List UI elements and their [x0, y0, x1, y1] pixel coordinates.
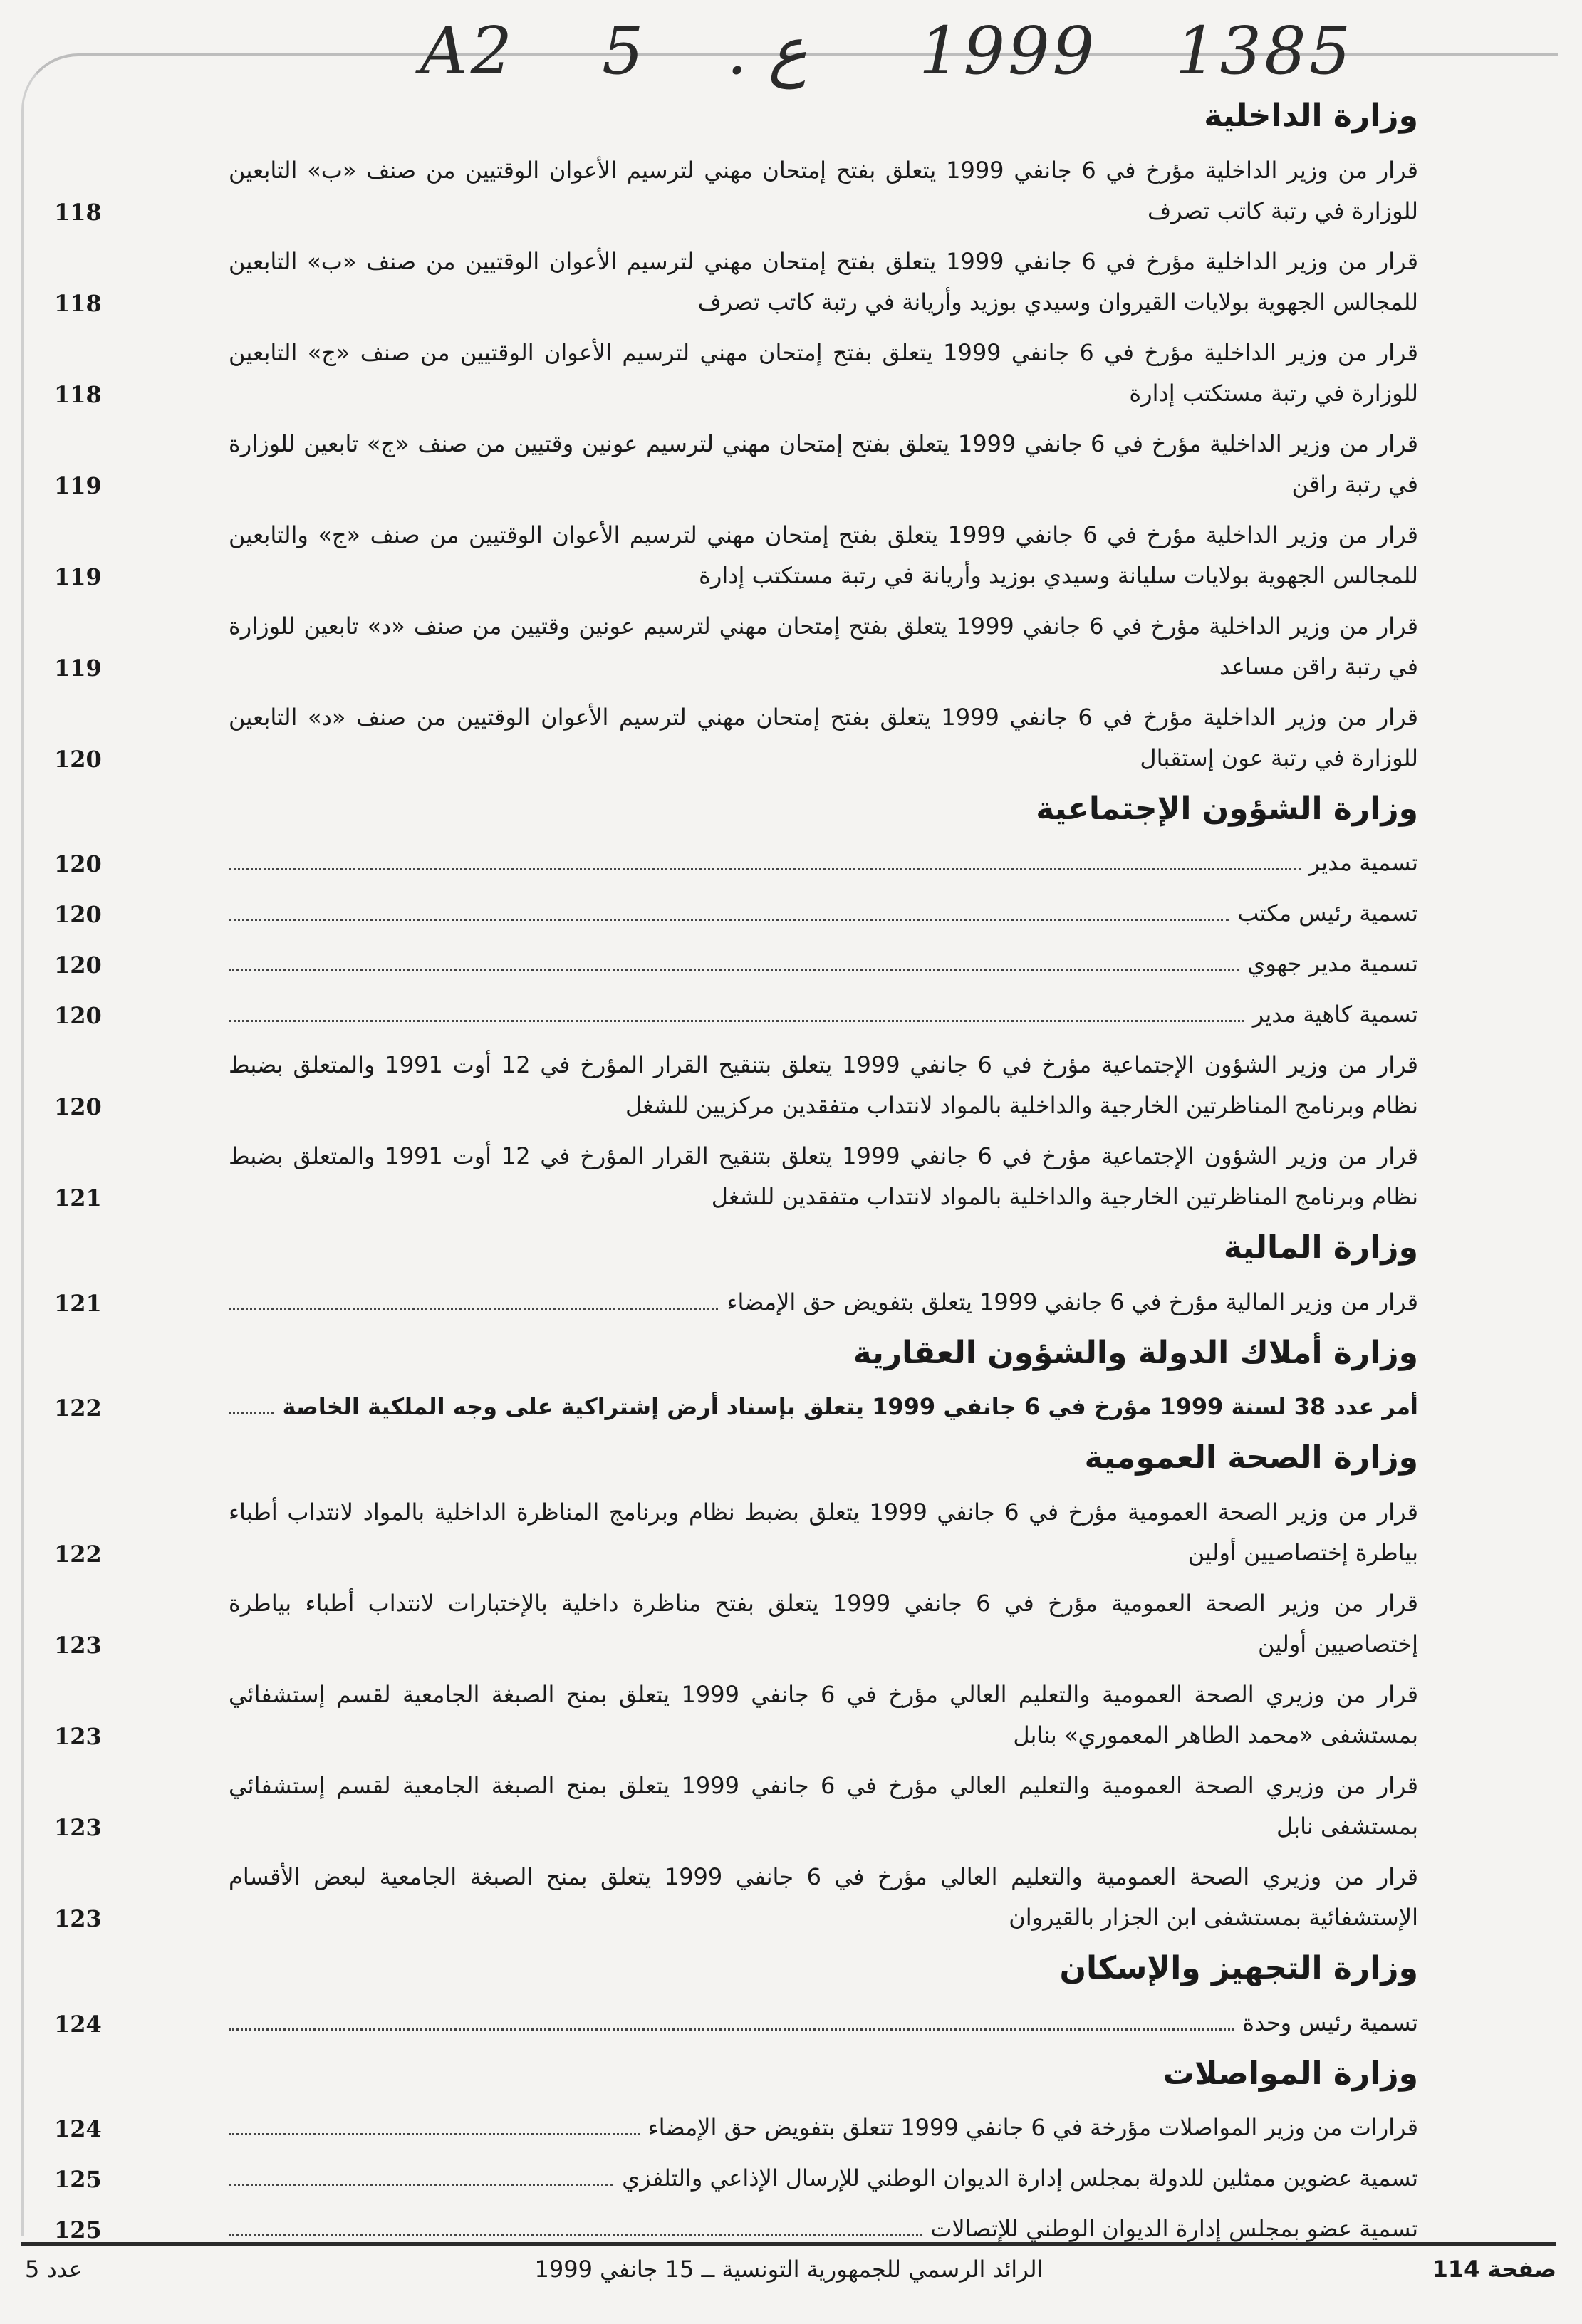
entry-page-number: 122 [54, 1395, 102, 1422]
entry-title: قرار من وزير الصحة العمومية مؤرخ في 6 جانفي 1999 يتعلق بضبط نظام وبرنامج المناظرة الداخلية بالمواد لانتداب أطباء بياطرة إختصاصيين أولين [229, 1498, 1419, 1566]
entry-title: قرار من وزير المالية مؤرخ في 6 جانفي 1999 يتعلق بتفويض حق الإمضاء [727, 1288, 1418, 1315]
entry-page-number: 120 [54, 901, 102, 929]
toc-entry [54, 1387, 1418, 1427]
entry-title: قرار من وزير الداخلية مؤرخ في 6 جانفي 1999 يتعلق بفتح إمتحان مهني لترسيم الأعوان الوقتيين من صنف «ج» التابعين للوزارة في رتبة مستكتب إدارة [229, 338, 1419, 407]
toc-entry [54, 150, 1419, 231]
entry-title: قرارات من وزير المواصلات مؤرخة في 6 جانفي 1999 تتعلق بتفويض حق الإمضاء [647, 2114, 1418, 2142]
entry-title: قرار من وزير الشؤون الإجتماعية مؤرخ في 6 جانفي 1999 يتعلق بتنقيح القرار المؤرخ في 12 أوت 1991 والمتعلق بضبط نظام وبرنامج المناظرتين الخارجية والداخلية بالمواد لانتداب متفقدين للشغل [229, 1142, 1419, 1211]
toc-entry [54, 697, 1419, 778]
entry-title: تسمية كاهية مدير [1252, 1001, 1418, 1028]
entry-page-number: 118 [54, 380, 102, 408]
entry-title: قرار من وزير الداخلية مؤرخ في 6 جانفي 1999 يتعلق بفتح إمتحان مهني لترسيم الأعوان الوقتيين من صنف «ب» التابعين للمجالس الجهوية بولايات القيروان وسيدي بوزيد وأريانة في رتبة كاتب تصرف [229, 247, 1419, 316]
entry-title: قرار من وزير الداخلية مؤرخ في 6 جانفي 1999 يتعلق بفتح إمتحان مهني لترسيم عونين وقتيين من صنف «ج» تابعين للوزارة في رتبة راقن [229, 429, 1419, 498]
toc-entry [54, 424, 1419, 505]
ministry-section [54, 2055, 1418, 2250]
entry-title: أمر عدد 38 لسنة 1999 مؤرخ في 6 جانفي 1999 يتعلق بإسناد أرض إشتراكية على وجه الملكية الخاصة [282, 1393, 1418, 1421]
toc-entry [54, 994, 1418, 1035]
entry-title: قرار من وزير الداخلية مؤرخ في 6 جانفي 1999 يتعلق بفتح إمتحان مهني لترسيم عونين وقتيين من صنف «د» تابعين للوزارة في رتبة راقن مساعد [229, 612, 1419, 680]
entry-page-number: 119 [54, 563, 102, 590]
handwritten-number: 5 [602, 13, 647, 89]
entry-page-number: 118 [54, 198, 102, 226]
ministry-section [54, 98, 1419, 778]
entry-title: قرار من وزيري الصحة العمومية والتعليم العالي مؤرخ في 6 جانفي 1999 يتعلق بمنح الصبغة الجامعية لبعض الأقسام الإستشفائية بمستشفى ابن الجزار بالقيروان [229, 1862, 1419, 1931]
entry-page-number: 121 [54, 1184, 102, 1212]
entry-page-number: 123 [54, 1813, 102, 1841]
toc-entry [54, 1674, 1419, 1756]
ministry-title: وزارة التجهيز والإسكان [1059, 1949, 1418, 1986]
entry-page-number: 121 [54, 1289, 102, 1317]
leader-dots [229, 1020, 1244, 1022]
entry-title: قرار من وزيري الصحة العمومية والتعليم العالي مؤرخ في 6 جانفي 1999 يتعلق بمنح الصبغة الجامعية لقسم إستشفائي بمستشفى نابل [229, 1771, 1419, 1840]
toc-entry [54, 241, 1419, 323]
entry-title: قرار من وزيري الصحة العمومية والتعليم العالي مؤرخ في 6 جانفي 1999 يتعلق بمنح الصبغة الجامعية لقسم إستشفائي بمستشفى «محمد الطاهر المعموري» بنابل [229, 1680, 1419, 1749]
entry-page-number: 123 [54, 1722, 102, 1750]
toc-entry [54, 1045, 1419, 1126]
leader-dots [229, 2234, 922, 2236]
leader-dots [229, 1412, 274, 1414]
toc-entry [54, 1857, 1419, 1938]
handwritten-annotation [420, 13, 1417, 91]
toc-entry [54, 2158, 1418, 2199]
ministry-title: وزارة المالية [1223, 1229, 1418, 1266]
entry-page-number: 124 [54, 2115, 102, 2143]
entry-title: تسمية رئيس مكتب [1237, 900, 1418, 927]
entry-title: قرار من وزير الداخلية مؤرخ في 6 جانفي 1999 يتعلق بفتح إمتحان مهني لترسيم الأعوان الوقتيين من صنف «ج» والتابعين للمجالس الجهوية بولايات سليانة وسيدي بوزيد وأريانة في رتبة مستكتب إدارة [229, 521, 1419, 589]
ministry-title: وزارة الشؤون الإجتماعية [1036, 790, 1418, 827]
footer-issue-number: عدد 5 [25, 2256, 83, 2283]
ministry-section [54, 1949, 1418, 2043]
ministry-section [54, 1334, 1418, 1428]
entry-page-number: 120 [54, 850, 102, 878]
page-footer [21, 2242, 1556, 2288]
ministry-title: وزارة المواصلات [1162, 2055, 1418, 2092]
entry-page-number: 123 [54, 1904, 102, 1932]
toc-entry [54, 2003, 1418, 2043]
entry-title: قرار من وزير الشؤون الإجتماعية مؤرخ في 6 جانفي 1999 يتعلق بتنقيح القرار المؤرخ في 12 أوت 1991 والمتعلق بضبط نظام وبرنامج المناظرتين الخارجية والداخلية بالمواد لانتداب متفقدين مركزيين للشغل [229, 1051, 1419, 1120]
entry-title: قرار من وزير الداخلية مؤرخ في 6 جانفي 1999 يتعلق بفتح إمتحان مهني لترسيم الأعوان الوقتيين من صنف «د» التابعين للوزارة في رتبة عون إستقبال [229, 703, 1419, 771]
handwritten-issue-mark: . ع [727, 13, 808, 89]
handwritten-code: A2 [420, 13, 515, 89]
handwritten-serial: 1385 [1175, 13, 1354, 89]
leader-dots [229, 1308, 718, 1310]
entry-title: تسمية عضو بمجلس إدارة الديوان الوطني للإتصالات [930, 2215, 1418, 2243]
entry-title: قرار من وزير الداخلية مؤرخ في 6 جانفي 1999 يتعلق بفتح إمتحان مهني لترسيم الأعوان الوقتيين من صنف «ب» التابعين للوزارة في رتبة كاتب تصرف [229, 156, 1419, 224]
table-of-contents [54, 93, 1419, 2262]
entry-page-number: 124 [54, 2010, 102, 2038]
toc-entry [54, 1136, 1419, 1217]
ministry-section [54, 790, 1419, 1218]
entry-page-number: 125 [54, 2166, 102, 2194]
entry-page-number: 120 [54, 952, 102, 979]
leader-dots [229, 2184, 613, 2186]
toc-entry [54, 606, 1419, 687]
leader-dots [229, 2133, 640, 2135]
entry-title: قرار من وزير الصحة العمومية مؤرخ في 6 جانفي 1999 يتعلق بفتح مناظرة داخلية بالإختبارات لانتداب أطباء بياطرة إختصاصيين أولين [229, 1589, 1418, 1657]
leader-dots [229, 969, 1239, 971]
toc-entry [54, 893, 1418, 934]
ministry-section [54, 1229, 1418, 1323]
toc-entry [54, 1282, 1418, 1323]
ministry-section [54, 1439, 1419, 1938]
toc-entry [54, 1766, 1419, 1847]
entry-title: تسمية عضوين ممثلين للدولة بمجلس إدارة الديوان الوطني للإرسال الإذاعي والتلفزي [622, 2164, 1418, 2192]
footer-page-number: صفحة 114 [1432, 2256, 1556, 2283]
toc-entry [54, 515, 1419, 596]
toc-entry [54, 333, 1419, 414]
entry-page-number: 123 [54, 1631, 102, 1659]
toc-entry [54, 944, 1418, 984]
entry-title: تسمية رئيس وحدة [1242, 2008, 1418, 2036]
leader-dots [229, 868, 1301, 870]
entry-page-number: 122 [54, 1540, 102, 1568]
leader-dots [229, 2028, 1234, 2031]
entry-page-number: 119 [54, 471, 102, 499]
entry-page-number: 125 [54, 2216, 102, 2244]
entry-title: تسمية مدير [1308, 849, 1418, 877]
ministry-title: وزارة الداخلية [1204, 98, 1418, 134]
entry-page-number: 120 [54, 1093, 102, 1121]
ministry-title: وزارة أملاك الدولة والشؤون العقارية [853, 1334, 1418, 1371]
toc-entry [54, 1583, 1418, 1664]
toc-entry [54, 1492, 1419, 1573]
entry-title: تسمية مدير جهوي [1247, 950, 1418, 978]
entry-page-number: 119 [54, 654, 102, 682]
entry-page-number: 120 [54, 1002, 102, 1030]
ministry-title: وزارة الصحة العمومية [1084, 1439, 1418, 1476]
toc-entry [54, 2107, 1418, 2148]
entry-page-number: 118 [54, 289, 102, 317]
handwritten-year: 1999 [919, 13, 1098, 89]
leader-dots [229, 919, 1229, 921]
entry-page-number: 120 [54, 745, 102, 773]
footer-publication-title: الرائد الرسمي للجمهورية التونسية ــ 15 جانفي 1999 [534, 2256, 1044, 2283]
toc-entry [54, 843, 1418, 883]
